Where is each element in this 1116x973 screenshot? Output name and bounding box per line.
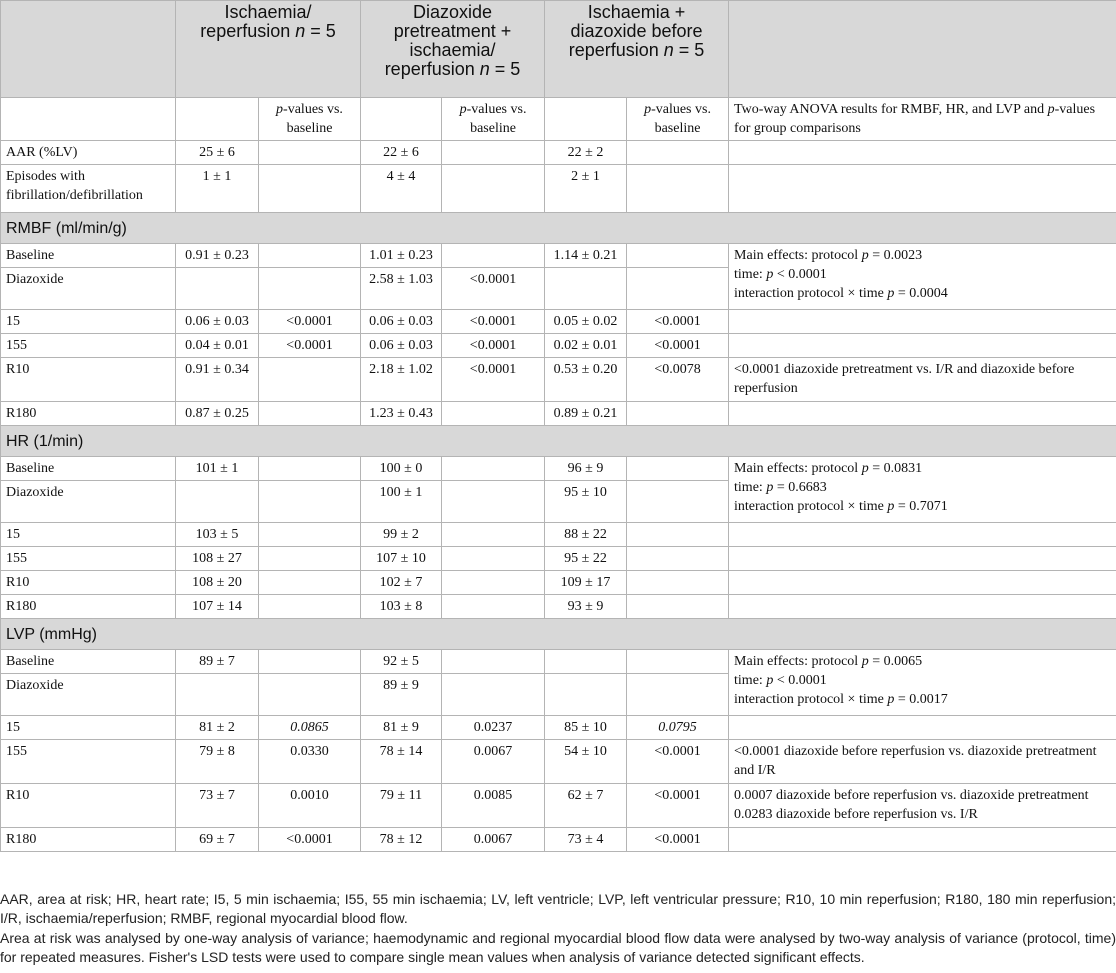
cell-p xyxy=(442,244,545,268)
row-label: Diazoxide xyxy=(1,674,176,716)
cell-p: <0.0001 xyxy=(627,828,729,852)
p-values-label: p-values vs. baseline xyxy=(259,98,361,141)
table-row-episodes xyxy=(1,165,1116,213)
cell-value: 69 ± 7 xyxy=(176,828,259,852)
cell-value: 79 ± 11 xyxy=(361,784,442,828)
section-hr xyxy=(1,426,1116,457)
header-empty-last xyxy=(729,1,1116,98)
cell-value: 4 ± 4 xyxy=(361,165,442,213)
cell-p: <0.0001 xyxy=(627,784,729,828)
row-label: R10 xyxy=(1,784,176,828)
cell-p xyxy=(627,674,729,716)
row-label: 15 xyxy=(1,716,176,740)
cell-value xyxy=(545,650,627,674)
cell-p xyxy=(259,674,361,716)
cell-p: <0.0001 xyxy=(442,310,545,334)
footnote-abbreviations: AAR, area at risk; HR, heart rate; I5, 5 min ischaemia; I55, 55 min ischaemia; LV, left ventricle; LVP, left ventricular pressure; R10, 10 min reperfusion; R180, 180 min reperfusion; I/R, ischaemia/reperfusion; RMBF, regional myocardial blood flow. xyxy=(0,891,1116,926)
table-row xyxy=(1,547,1116,571)
header-diazoxide-pretreatment: Diazoxide pretreatment + ischaemia/ reperfusion n = 5 xyxy=(361,1,545,98)
cell-value: 1.14 ± 0.21 xyxy=(545,244,627,268)
cell-value: 73 ± 4 xyxy=(545,828,627,852)
section-title: RMBF (ml/min/g) xyxy=(1,213,1116,244)
table-header-row xyxy=(1,1,1116,98)
table-footnotes xyxy=(0,890,1116,968)
cell-p: <0.0001 xyxy=(259,334,361,358)
p-values-label: p-values vs. baseline xyxy=(627,98,729,141)
cell-p: 0.0085 xyxy=(442,784,545,828)
section-title: HR (1/min) xyxy=(1,426,1116,457)
row-label: R180 xyxy=(1,828,176,852)
row-label: 155 xyxy=(1,740,176,784)
cell-p: <0.0001 xyxy=(627,740,729,784)
cell-value: 101 ± 1 xyxy=(176,457,259,481)
section-title: LVP (mmHg) xyxy=(1,619,1116,650)
cell-value: 81 ± 9 xyxy=(361,716,442,740)
cell-value: 2.18 ± 1.02 xyxy=(361,358,442,402)
cell-p xyxy=(442,674,545,716)
cell-value xyxy=(176,674,259,716)
cell-value xyxy=(545,268,627,310)
cell-p xyxy=(259,402,361,426)
table-row xyxy=(1,244,1116,268)
table-row xyxy=(1,716,1116,740)
row-label: 155 xyxy=(1,547,176,571)
cell-value xyxy=(545,674,627,716)
cell-value: 1.01 ± 0.23 xyxy=(361,244,442,268)
cell-value: 22 ± 2 xyxy=(545,141,627,165)
cell-value: 0.06 ± 0.03 xyxy=(176,310,259,334)
table-row xyxy=(1,334,1116,358)
cell-value: 0.06 ± 0.03 xyxy=(361,334,442,358)
cell-value: 88 ± 22 xyxy=(545,523,627,547)
cell-p xyxy=(259,650,361,674)
cell-p xyxy=(259,244,361,268)
header-diazoxide-before-reperfusion: Ischaemia + diazoxide before reperfusion n = 5 xyxy=(545,1,729,98)
cell-p xyxy=(259,358,361,402)
row-label: AAR (%LV) xyxy=(1,141,176,165)
cell-p xyxy=(442,650,545,674)
row-label: R10 xyxy=(1,571,176,595)
cell-p xyxy=(627,402,729,426)
table-row xyxy=(1,523,1116,547)
cell-p: <0.0001 xyxy=(259,828,361,852)
cell-value: 0.89 ± 0.21 xyxy=(545,402,627,426)
cell-p: 0.0067 xyxy=(442,828,545,852)
cell-value: 79 ± 8 xyxy=(176,740,259,784)
anova-note: 0.0007 diazoxide before reperfusion vs. diazoxide pretreatment 0.0283 diazoxide before reperfusion vs. I/R xyxy=(729,784,1116,828)
cell-value: 0.06 ± 0.03 xyxy=(361,310,442,334)
anova-header: Two-way ANOVA results for RMBF, HR, and LVP and p-values for group comparisons xyxy=(729,98,1116,141)
cell-value: 0.02 ± 0.01 xyxy=(545,334,627,358)
cell-value: 93 ± 9 xyxy=(545,595,627,619)
cell-value: 78 ± 14 xyxy=(361,740,442,784)
table-row xyxy=(1,595,1116,619)
cell-p xyxy=(627,244,729,268)
section-rmbf xyxy=(1,213,1116,244)
row-label: 155 xyxy=(1,334,176,358)
header-ischaemia-reperfusion: Ischaemia/ reperfusion n = 5 xyxy=(176,1,361,98)
cell-value: 0.87 ± 0.25 xyxy=(176,402,259,426)
cell-value xyxy=(176,481,259,523)
cell-value xyxy=(176,268,259,310)
cell-value: 2 ± 1 xyxy=(545,165,627,213)
cell-p: <0.0001 xyxy=(442,334,545,358)
cell-value: 25 ± 6 xyxy=(176,141,259,165)
table-row-aar xyxy=(1,141,1116,165)
cell-value: 73 ± 7 xyxy=(176,784,259,828)
cell-value: 89 ± 9 xyxy=(361,674,442,716)
row-label: R10 xyxy=(1,358,176,402)
cell-value: 1 ± 1 xyxy=(176,165,259,213)
row-label: 15 xyxy=(1,523,176,547)
cell-p: 0.0865 xyxy=(259,716,361,740)
cell-p: 0.0237 xyxy=(442,716,545,740)
row-label: Baseline xyxy=(1,457,176,481)
row-label: Baseline xyxy=(1,650,176,674)
header-empty xyxy=(1,1,176,98)
cell-value: 102 ± 7 xyxy=(361,571,442,595)
table-row xyxy=(1,358,1116,402)
row-label: Diazoxide xyxy=(1,481,176,523)
cell-value: 0.91 ± 0.23 xyxy=(176,244,259,268)
row-label: Diazoxide xyxy=(1,268,176,310)
table-row xyxy=(1,402,1116,426)
cell-p: 0.0330 xyxy=(259,740,361,784)
cell-value: 99 ± 2 xyxy=(361,523,442,547)
anova-note: <0.0001 diazoxide before reperfusion vs. diazoxide pretreatment and I/R xyxy=(729,740,1116,784)
cell-value: 2.58 ± 1.03 xyxy=(361,268,442,310)
cell-p xyxy=(627,268,729,310)
cell-value: 95 ± 22 xyxy=(545,547,627,571)
row-label: Baseline xyxy=(1,244,176,268)
cell-value: 103 ± 5 xyxy=(176,523,259,547)
table-row xyxy=(1,740,1116,784)
anova-note: <0.0001 diazoxide pretreatment vs. I/R and diazoxide before reperfusion xyxy=(729,358,1116,402)
cell-value: 0.04 ± 0.01 xyxy=(176,334,259,358)
cell-p xyxy=(627,650,729,674)
table-row xyxy=(1,571,1116,595)
cell-value: 103 ± 8 xyxy=(361,595,442,619)
subheader-row xyxy=(1,98,1116,141)
cell-value: 96 ± 9 xyxy=(545,457,627,481)
cell-p xyxy=(259,268,361,310)
p-values-label: p-values vs. baseline xyxy=(442,98,545,141)
cell-value: 0.05 ± 0.02 xyxy=(545,310,627,334)
cell-p: <0.0078 xyxy=(627,358,729,402)
cell-value: 109 ± 17 xyxy=(545,571,627,595)
cell-value: 0.91 ± 0.34 xyxy=(176,358,259,402)
cell-value: 22 ± 6 xyxy=(361,141,442,165)
footnote-methods: Area at risk was analysed by one-way analysis of variance; haemodynamic and regional myocardial blood flow data were analysed by two-way analysis of variance (protocol, time) for repeated measures. Fisher's LSD tests were used to compare single mean values when analysis of variance detected significant effects. xyxy=(0,930,1116,965)
section-lvp xyxy=(1,619,1116,650)
cell-value: 81 ± 2 xyxy=(176,716,259,740)
table-row xyxy=(1,310,1116,334)
cell-value: 54 ± 10 xyxy=(545,740,627,784)
cell-p: <0.0001 xyxy=(442,268,545,310)
row-label: R180 xyxy=(1,595,176,619)
cell-p: <0.0001 xyxy=(627,334,729,358)
cell-p: <0.0001 xyxy=(442,358,545,402)
anova-lvp-main: Main effects: protocol p = 0.0065 time: p < 0.0001 interaction protocol × time p = 0.0017 xyxy=(729,650,1116,716)
row-label: R180 xyxy=(1,402,176,426)
cell-value: 100 ± 1 xyxy=(361,481,442,523)
cell-p: 0.0010 xyxy=(259,784,361,828)
cell-p: <0.0001 xyxy=(259,310,361,334)
cell-p: 0.0795 xyxy=(627,716,729,740)
cell-value: 89 ± 7 xyxy=(176,650,259,674)
row-label: 15 xyxy=(1,310,176,334)
cell-value: 108 ± 27 xyxy=(176,547,259,571)
cell-value: 100 ± 0 xyxy=(361,457,442,481)
row-label: Episodes with fibrillation/defibrillation xyxy=(1,165,176,213)
cell-value: 107 ± 14 xyxy=(176,595,259,619)
table-row xyxy=(1,650,1116,674)
cell-value: 78 ± 12 xyxy=(361,828,442,852)
cell-value: 92 ± 5 xyxy=(361,650,442,674)
table-row xyxy=(1,457,1116,481)
cell-value: 0.53 ± 0.20 xyxy=(545,358,627,402)
cell-p: 0.0067 xyxy=(442,740,545,784)
cell-value: 62 ± 7 xyxy=(545,784,627,828)
cell-p xyxy=(442,402,545,426)
cell-value: 107 ± 10 xyxy=(361,547,442,571)
cell-value: 85 ± 10 xyxy=(545,716,627,740)
cell-value: 1.23 ± 0.43 xyxy=(361,402,442,426)
anova-rmbf-main: Main effects: protocol p = 0.0023 time: p < 0.0001 interaction protocol × time p = 0.0004 xyxy=(729,244,1116,310)
table-row xyxy=(1,784,1116,828)
table-row xyxy=(1,828,1116,852)
cell-p: <0.0001 xyxy=(627,310,729,334)
cell-value: 95 ± 10 xyxy=(545,481,627,523)
cell-value: 108 ± 20 xyxy=(176,571,259,595)
anova-hr-main: Main effects: protocol p = 0.0831 time: p = 0.6683 interaction protocol × time p = 0.7071 xyxy=(729,457,1116,523)
